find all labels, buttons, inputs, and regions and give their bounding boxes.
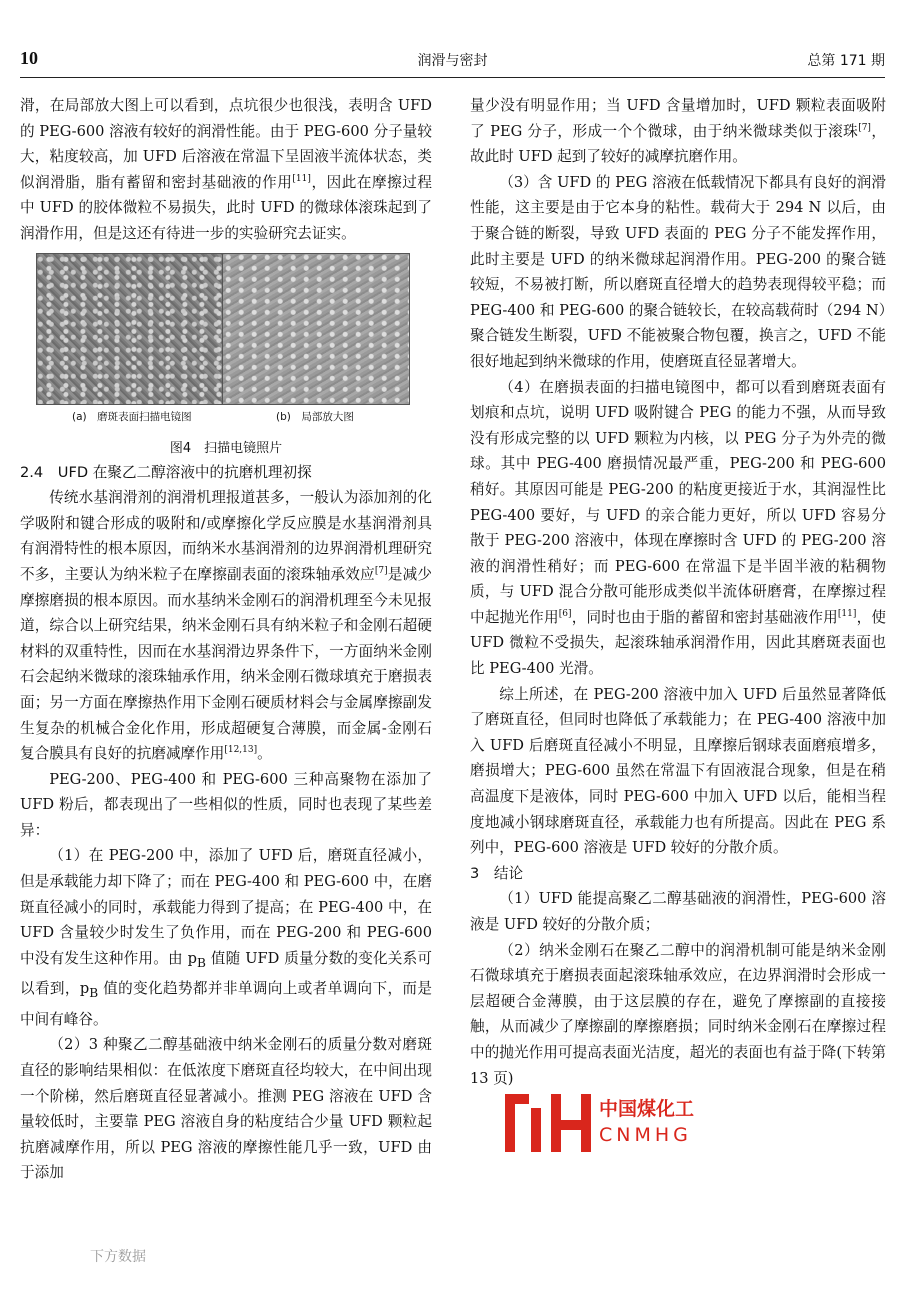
paragraph: （2）纳米金刚石在聚乙二醇中的润滑机制可能是纳米金刚石微球填充于磨损表面起滚珠轴承效应，在边界润滑时会形成一层超硬合金薄膜，由于这层膜的存在，避免了摩擦副的直接接触，从而减少了摩擦副的摩擦磨损；同时纳米金刚石在摩擦过程中的抛光作用可提高表面光洁度，超光的表面也有益于降(下转第 13 页) [470,941,886,1087]
paragraph: （3）含 UFD 的 PEG 溶液在低载情况下都具有良好的润滑性能，这主要是由于它本身的粘性。载荷大于 294 N 以后，由于聚合链的断裂，导致 UFD 表面的 PEG 分子不能发挥作用，此时主要是 UFD 的纳米微球起润滑作用。PEG-200 的聚合链较短，不易被打断，所以磨斑直径增大的趋势表现得较平稳；而 PEG-400 和 PEG-600 的聚合链较长，在较高载荷时（294 N）聚合链发生断裂，UFD 不能被聚合物包覆，换言之，UFD 不能很好地起到纳米微球的作用，使磨斑直径显著增大。 [470,173,886,370]
paragraph: 综上所述，在 PEG-200 溶液中加入 UFD 后虽然显著降低了磨斑直径，但同时也降低了承载能力；在 PEG-400 溶液中加入 UFD 后磨斑直径减小不明显，且摩擦后钢球表面磨痕增多，磨损增大；PEG-600 虽然在常温下有固液混合现象，但是在稍高温度下是液体，同时 PEG-600 中加入 UFD 以后，能相当程度地减小钢球磨斑直径，承载能力也有所提高。因此在 PEG 系列中，PEG-600 溶液是 UFD 较好的分散介质。 [470,685,886,857]
citation: [12,13] [224,745,258,756]
left-column [20,93,432,1186]
paragraph: 传统水基润滑剂的润滑机理报道甚多，一般认为添加剂的化学吸附和键合形成的吸附和/或摩擦化学反应膜是水基润滑剂具有润滑特性的根本原因，而纳米水基润滑剂的边界润滑机理研究不多，主要认为纳米粒子在摩擦副表面的滚珠轴承效应[7]是减少摩擦磨损的根本原因。而水基纳米金刚石的润滑机理至今未见报道，综合以上研究结果，纳米金刚石具有纳米粒子和金刚石超硬材料的双重特性，因而在水基润滑边界条件下，一方面纳米金刚石会起纳米微球的滚珠轴承作用，纳米金刚石微球填充于磨损表面；另一方面在摩擦热作用下金刚石硬质材料会与金属摩擦副发生复杂的机械合金化作用，形成超硬复合薄膜，而金属-金刚石复合膜具有良好的抗磨减摩作用[12,13]。 [20,489,432,763]
section-heading-3: 3 结论 [470,864,524,882]
watermark-logo [505,1090,705,1160]
citation: [6] [558,609,572,620]
sem-image-wear-scar [36,253,224,405]
section-heading-2-4: 2.4 UFD 在聚乙二醇溶液中的抗磨机理初探 [20,463,312,481]
paragraph: （4）在磨损表面的扫描电镜图中，都可以看到磨斑表面有划痕和点坑，说明 UFD 吸附键合 PEG 的能力不强，从而导致没有形成完整的以 UFD 颗粒为内核，以 PEG 分子为外壳的微球。其中 PEG-400 磨损情况最严重，PEG-200 和 PEG-600 稍好。其原因可能是 PEG-200 的粘度更接近于水，其润湿性比 PEG-400 要好，与 UFD 的亲合能力更好，所以 UFD 容易分散于 PEG-200 溶液中，体现在摩擦时含 UFD 的 PEG-200 溶液的润滑性稍好；而 PEG-600 在常温下是半固半液的粘稠物质，与 UFD 混合分散可能形成类似半流体研磨膏，在摩擦过程中起抛光作用[6]，同时也由于脂的蓄留和密封基础液作用[11]，使 UFD 微粒不受损失，起滚珠轴承润滑作用，因此其磨斑表面也比 PEG-400 光滑。 [470,378,886,678]
watermark-en-text: CNMHG [599,1124,692,1146]
logo-mark-icon [505,1094,591,1152]
journal-title: 润滑与密封 [417,53,488,69]
citation: [7] [374,566,388,577]
sem-image-local-zoom [222,253,410,405]
figure-4 [36,253,416,438]
citation: [11] [292,173,311,184]
running-header [20,46,885,76]
paragraph: （1）在 PEG-200 中，添加了 UFD 后，磨斑直径减小，但是承载能力却下降了；而在 PEG-400 和 PEG-600 中，在磨斑直径减小的同时，承载能力得到了提高；在 PEG-400 中，在 UFD 含量较少时发生了负作用，而在 PEG-200 和 PEG-600 中没有发生这种作用。由 $p_B$ 值随 UFD 质量分数的变化关系可以看到，$p_B$ 值的变化趋势都并非单调向上或者单调向下，而是中间有峰谷。 [20,847,433,1028]
watermark-cn-text: 中国煤化工 [599,1094,694,1121]
figure-subcaption-b: (b) 局部放大图 [276,410,354,423]
paragraph: （1）UFD 能提高聚乙二醇基础液的润滑性，PEG-600 溶液是 UFD 较好的分散介质； [470,890,886,933]
issue-number: 总第 171 期 [807,53,885,69]
citation: [11] [837,609,857,620]
watermark-faint-text: 下方数据 [90,1249,146,1265]
header-rule [20,77,885,78]
paragraph: PEG-200、PEG-400 和 PEG-600 三种高聚物在添加了 UFD 粉后，都表现出了一些相似的性质，同时也表现了某些差异： [20,770,432,839]
paragraph: （2）3 种聚乙二醇基础液中纳米金刚石的质量分数对磨斑直径的影响结果相似：在低浓度下磨斑直径均较大，在中间出现一个阶梯，然后磨斑直径显著减小。推测 PEG 溶液在 UFD 含量较低时，主要靠 PEG 溶液自身的粘度结合少量 UFD 颗粒起抗磨减摩作用，所以 PEG 溶液的摩擦性能几乎一致，UFD 由于添加 [20,1036,432,1182]
right-column [470,93,886,1091]
paragraph: 滑，在局部放大图上可以看到，点坑很少也很浅，表明含 UFD 的 PEG-600 溶液有较好的润滑性能。由于 PEG-600 分子量较大，粘度较高，加 UFD 后溶液在常温下呈固液半流体状态，类似润滑脂，脂有蓄留和密封基础液的作用[11]，因此在摩擦过程中 UFD 的胶体微粒不易损失，此时 UFD 的微球体滚珠起到了润滑作用，但是这还有待进一步的实验研究去证实。 [20,97,432,242]
paragraph: 量少没有明显作用；当 UFD 含量增加时，UFD 颗粒表面吸附了 PEG 分子，形成一个个微球，由于纳米微球类似于滚珠[7]，故此时 UFD 起到了较好的减摩抗磨作用。 [470,97,886,166]
figure-caption: 图4 扫描电镜照片 [169,440,283,456]
page-number: 10 [20,48,38,68]
figure-subcaption-a: (a) 磨斑表面扫描电镜图 [72,410,192,423]
citation: [7] [858,122,871,133]
